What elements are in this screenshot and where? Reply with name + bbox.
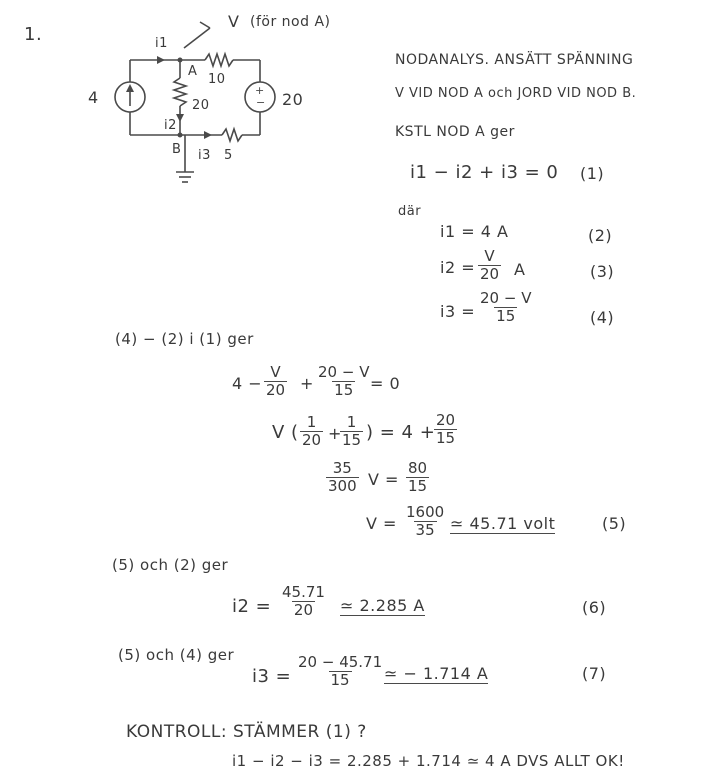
part3-f-num: 20 − 45.71 (298, 653, 383, 671)
step1-f1-den: 20 (266, 381, 286, 399)
step3-f1-num: 35 (332, 459, 352, 477)
step2-f1-den: 20 (302, 431, 322, 449)
step3-f2-num: 80 (408, 459, 428, 477)
i2-arrow (176, 114, 184, 122)
eq-6-number: (6) (582, 598, 607, 617)
kcl-equation-4-lhs: i3 = (440, 302, 476, 321)
step2-fraction-2 (340, 414, 363, 449)
step1-f1-num: V (270, 363, 281, 381)
step3-f2-den: 15 (408, 477, 428, 495)
i3-result: ≃ − 1.714 A (384, 664, 489, 683)
step3-fraction-1 (326, 460, 359, 495)
intro-line-1: NODANALYS. ANSÄTT SPÄNNING (395, 52, 634, 68)
r10-label: 10 (208, 72, 226, 87)
control-line: i1 − i2 − i3 = 2.285 + 1.714 ≃ 4 A DVS ALLT OK! (232, 752, 625, 770)
i2-label: i2 (164, 118, 177, 133)
node-voltage-note: (för nod A) (250, 14, 331, 30)
svg-text:−: − (256, 96, 266, 109)
node-b-label: B (172, 142, 182, 157)
step1-start: 4 − (232, 374, 263, 393)
intro-line-2: V VID NOD A och JORD VID NOD B. (395, 86, 637, 101)
eq-4-number: (4) (590, 308, 615, 327)
part3-fraction (296, 654, 384, 689)
step2-f3-num: 20 (436, 411, 456, 429)
step2-plus: + (328, 424, 342, 443)
dar-label: där (398, 204, 422, 219)
i3-arrow (204, 131, 212, 139)
kcl-equation-1: i1 − i2 + i3 = 0 (410, 162, 559, 183)
step3-f1-den: 300 (328, 477, 357, 495)
r5-label: 5 (224, 148, 233, 163)
voltage-result: ≃ 45.71 volt (450, 514, 556, 533)
eq4-denominator: 15 (496, 307, 516, 325)
part2-fraction (280, 584, 327, 619)
eq3-numerator: V (484, 247, 495, 265)
derivation-heading: (4) − (2) i (1) ger (115, 330, 254, 348)
step4-f-num: 1600 (406, 503, 445, 521)
i1-label: i1 (155, 36, 168, 51)
kcl-heading: KSTL NOD A ger (395, 124, 515, 140)
r20-label: 20 (192, 98, 210, 113)
step2-start: V ( (272, 422, 299, 443)
voltage-source-label: 20 (282, 90, 304, 109)
step1-end: = 0 (370, 374, 401, 393)
step2-f2-num: 1 (346, 413, 357, 431)
part2-lhs: i2 = (232, 596, 272, 617)
step2-mid: ) = 4 + (366, 422, 436, 443)
resistor-5 (222, 129, 242, 141)
current-source-label: 4 (88, 88, 99, 107)
svg-text:+: + (255, 84, 265, 97)
step1-f2-num: 20 − V (318, 363, 370, 381)
resistor-20 (174, 78, 186, 106)
step2-fraction-1 (300, 414, 323, 449)
eq-3-number: (3) (590, 262, 615, 281)
problem-number: 1. (24, 24, 43, 45)
step3-mid: V = (368, 470, 399, 489)
step1-fraction-1 (264, 364, 287, 399)
step4-f-den: 35 (415, 521, 435, 539)
kcl-equation-2: i1 = 4 A (440, 222, 509, 241)
part3-heading: (5) och (4) ger (118, 646, 235, 664)
eq-1-number: (1) (580, 164, 605, 183)
eq-5-number: (5) (602, 514, 627, 533)
part3-lhs: i3 = (252, 666, 292, 687)
kcl-equation-3-lhs: i2 = (440, 258, 476, 277)
step3-fraction-2 (406, 460, 429, 495)
part2-f-den: 20 (293, 601, 314, 619)
i3-label: i3 (198, 148, 211, 163)
step4-start: V = (366, 514, 397, 533)
eq3-denominator: 20 (480, 265, 500, 283)
step4-fraction (404, 504, 446, 539)
step2-fraction-3 (434, 412, 457, 447)
resistor-10 (205, 54, 233, 66)
part2-f-num: 45.71 (282, 583, 325, 601)
control-heading: KONTROLL: STÄMMER (1) ? (126, 722, 367, 742)
node-voltage-label: V (228, 12, 240, 31)
eq-7-number: (7) (582, 664, 607, 683)
i2-result: ≃ 2.285 A (340, 596, 425, 615)
eq4-numerator: 20 − V (480, 289, 532, 307)
eq-2-number: (2) (588, 226, 613, 245)
part3-f-den: 15 (330, 671, 350, 689)
eq3-unit: A (514, 260, 526, 279)
node-a-label: A (188, 64, 198, 79)
step1-f2-den: 15 (334, 381, 354, 399)
kcl-equation-4-fraction (478, 290, 533, 325)
kcl-equation-3-fraction (478, 248, 501, 283)
i1-arrow (157, 56, 165, 64)
step2-f3-den: 15 (436, 429, 456, 447)
step1-fraction-2 (316, 364, 371, 399)
step1-plus: + (300, 374, 314, 393)
step2-f1-num: 1 (306, 413, 317, 431)
step2-f2-den: 15 (342, 431, 362, 449)
part2-heading: (5) och (2) ger (112, 556, 229, 574)
